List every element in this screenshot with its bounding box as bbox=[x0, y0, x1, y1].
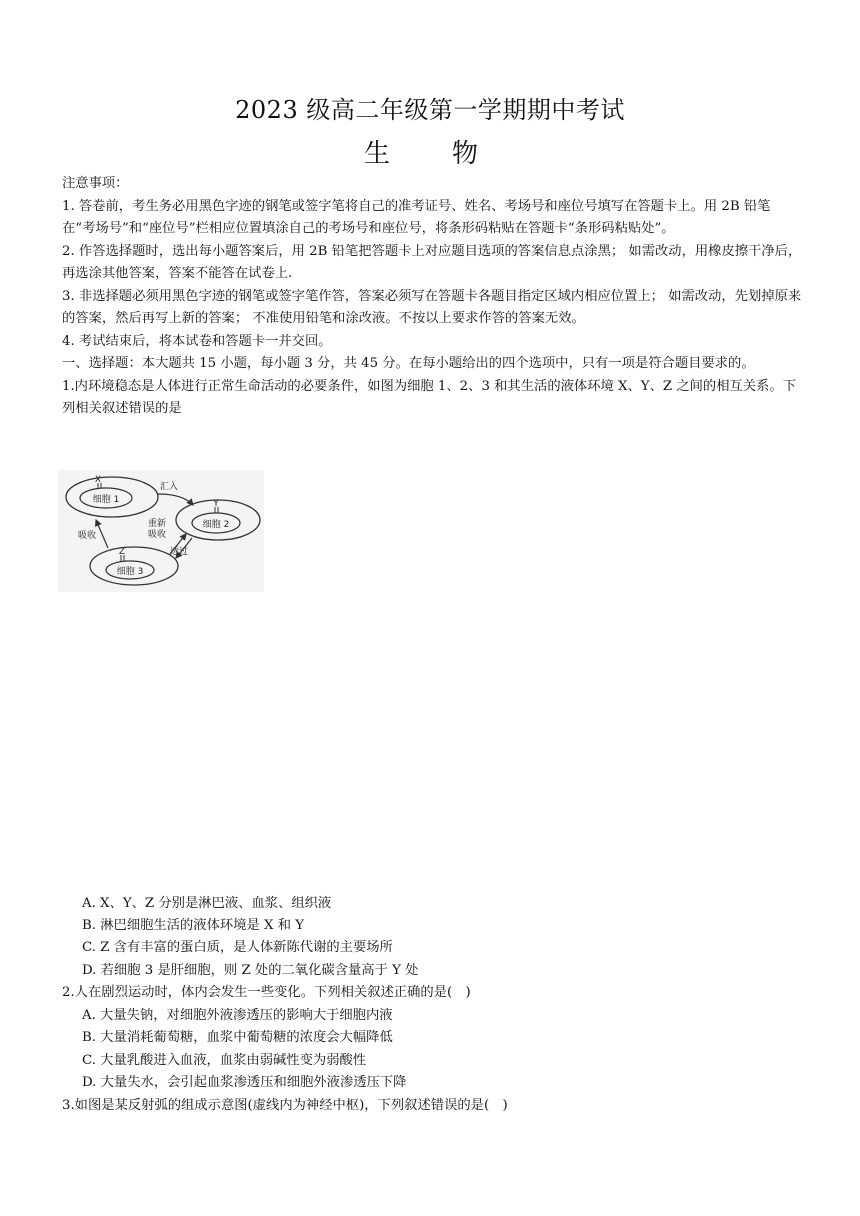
notice-section bbox=[62, 173, 802, 421]
q1-option-d: D. 若细胞 3 是肝细胞，则 Z 处的二氧化碳含量高于 Y 处 bbox=[82, 963, 419, 978]
notice-item-3: 3. 非选择题必须用黑色字迹的钢笔或签字笔作答，答案必须写在答题卡各题目指定区域内相应位置上； 如需改动，先划掉原来的答案，然后再写上新的答案； 不准使用铅笔和涂改液。不按以上要求作答的答案无效。 bbox=[62, 288, 802, 326]
notice-item-4: 4. 考试结束后，将本试卷和答题卡一并交回。 bbox=[62, 333, 332, 349]
exam-title: 2023 级高二年级第一学期期中考试 bbox=[235, 96, 625, 124]
notice-heading: 注意事项： bbox=[62, 176, 129, 191]
question-3-stem: 3.如图是某反射弧的组成示意图(虚线内为神经中枢)，下列叙述错误的是( ) bbox=[62, 1098, 508, 1113]
q1-option-c: C. Z 含有丰富的蛋白质，是人体新陈代谢的主要场所 bbox=[82, 940, 393, 955]
subject-title: 生 物 bbox=[363, 139, 496, 169]
notice-item-2: 2. 作答选择题时，选出每小题答案后，用 2B 铅笔把答题卡上对应题目选项的答案信息点涂黑； 如需改动，用橡皮擦干净后，再选涂其他答案，答案不能答在试卷上. bbox=[62, 243, 802, 281]
z-label: Z bbox=[118, 547, 126, 557]
q1-figure bbox=[58, 470, 264, 592]
question-2-stem: 2.人在剧烈运动时，体内会发生一些变化。下列相关叙述正确的是( ) bbox=[62, 985, 471, 1000]
cell2-label: 细胞 2 bbox=[202, 520, 230, 530]
flow-in-label: 汇入 bbox=[160, 482, 179, 492]
y-label: Y bbox=[213, 499, 219, 509]
notice-item-1: 1. 答卷前，考生务必用黑色字迹的钢笔或签字笔将自己的准考证号、姓名、考场号和座位号填写在答题卡上。用 2B 铅笔在“考场号”和“座位号”栏相应位置填涂自己的考场号和座位号，将条形码粘贴在答题卡“条形码粘贴处”。 bbox=[62, 198, 771, 236]
cell1-label: 细胞 1 bbox=[92, 495, 120, 505]
pass-label: 透过 bbox=[170, 547, 189, 557]
q1-option-b: B. 淋巴细胞生活的液体环境是 X 和 Y bbox=[82, 918, 305, 933]
q2-option-d: D. 大量失水，会引起血浆渗透压和细胞外液渗透压下降 bbox=[82, 1075, 407, 1090]
section-1-intro: 一、选择题：本大题共 15 小题，每小题 3 分，共 45 分。在每小题给出的四个选项中，只有一项是符合题目要求的。 bbox=[62, 356, 755, 371]
reabsorb-label-2: 吸收 bbox=[148, 530, 167, 540]
q2-option-c: C. 大量乳酸进入血液，血浆由弱碱性变为弱酸性 bbox=[82, 1053, 367, 1068]
q2-option-b: B. 大量消耗葡萄糖，血浆中葡萄糖的浓度会大幅降低 bbox=[82, 1030, 393, 1045]
absorb-label: 吸收 bbox=[78, 531, 97, 541]
x-label: X bbox=[94, 475, 102, 485]
reabsorb-label-1: 重新 bbox=[148, 519, 167, 529]
question-1-stem: 1.内环境稳态是人体进行正常生命活动的必要条件，如图为细胞 1、2、3 和其生活的液体环境 X、Y、Z 之间的相互关系。下列相关叙述错误的是 bbox=[62, 378, 797, 416]
cell3-label: 细胞 3 bbox=[116, 567, 144, 577]
q1-option-a: A. X、Y、Z 分别是淋巴液、血浆、组织液 bbox=[82, 896, 332, 911]
q2-option-a: A. 大量失钠，对细胞外液渗透压的影响大于细胞内液 bbox=[82, 1008, 393, 1023]
